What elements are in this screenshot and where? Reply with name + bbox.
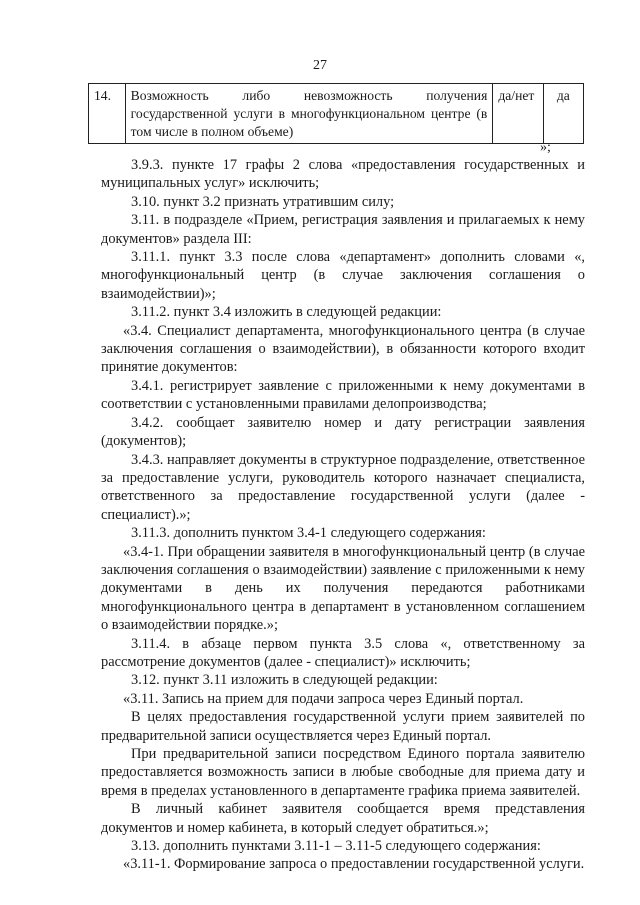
paragraph: «3.11-1. Формирование запроса о предоставлении государственной услуги. <box>123 856 585 873</box>
paragraph: 3.11.4. в абзаце первом пункта 3.5 слова «, ответственному за рассмотрение документов (далее - специалист)» исключить; <box>101 635 585 670</box>
paragraph: При предварительной записи посредством Единого портала заявителю предоставляется возможность записи в любые свободные для приема дату и время в пределах установленного в департаменте графика приема заявителей. <box>101 746 585 799</box>
paragraph: 3.11.3. дополнить пунктом 3.4-1 следующего содержания: <box>131 525 486 542</box>
paragraph: 3.4.2. сообщает заявителю номер и дату регистрации заявления (документов); <box>101 414 585 450</box>
paragraph: «3.4. Специалист департамента, многофункционального центра (в случае заключения соглашения о взаимодействии), в обязанности которого входит принятие документов: <box>101 322 585 376</box>
row-number-cell: 14. <box>89 84 126 144</box>
document-body <box>101 156 585 874</box>
paragraph: «3.11. Запись на прием для подачи запроса через Единый портал. <box>123 690 524 707</box>
paragraph: 3.11.2. пункт 3.4 изложить в следующей редакции: <box>131 304 442 321</box>
table-closing-quote: »; <box>540 140 551 155</box>
paragraph: 3.4.3. направляет документы в структурное подразделение, ответственное за предоставление услуги, руководитель которого назначает специалиста, ответственного за предоставление государственной услуги (далее - специалист).»; <box>101 451 585 523</box>
row-options-cell: да/нет <box>493 84 543 144</box>
paragraph: 3.11. в подразделе «Прием, регистрация заявления и прилагаемых к нему документов» раздела III: <box>101 212 585 247</box>
paragraph: В личный кабинет заявителя сообщается время представления документов и номер кабинета, в который следует обратиться.»; <box>101 801 585 836</box>
paragraph: 3.12. пункт 3.11 изложить в следующей редакции: <box>131 672 438 689</box>
services-table <box>88 83 584 144</box>
paragraph: 3.10. пункт 3.2 признать утратившим силу; <box>131 193 395 210</box>
paragraph: В целях предоставления государственной услуги прием заявителей по предварительной записи осуществляется через Единый портал. <box>101 709 585 744</box>
paragraph: 3.11.1. пункт 3.3 после слова «департамент» дополнить словами «, многофункциональный центр (в случае заключения соглашения о взаимодействии)»; <box>101 249 585 302</box>
row-value-cell: да <box>543 84 583 144</box>
paragraph: 3.9.3. пункте 17 графы 2 слова «предоставления государственных и муниципальных услуг» исключить; <box>101 157 585 192</box>
table-row <box>89 84 584 144</box>
paragraph: 3.4.1. регистрирует заявление с приложенными к нему документами в соответствии с установленными правилами делопроизводства; <box>101 377 585 413</box>
page-number: 27 <box>313 58 327 73</box>
row-description-cell: Возможность либо невозможность получения государственной услуги в многофункциональном центре (в том числе в полном объеме) <box>125 84 493 144</box>
paragraph: 3.13. дополнить пунктами 3.11-1 – 3.11-5 следующего содержания: <box>131 838 541 855</box>
paragraph: «3.4-1. При обращении заявителя в многофункциональный центр (в случае заключения соглашения о взаимодействии) заявление с приложенными к нему документами в день их получения передаются работниками многофункционального центра в департамент в установленном соглашением о взаимодействии порядке.»; <box>101 543 585 634</box>
